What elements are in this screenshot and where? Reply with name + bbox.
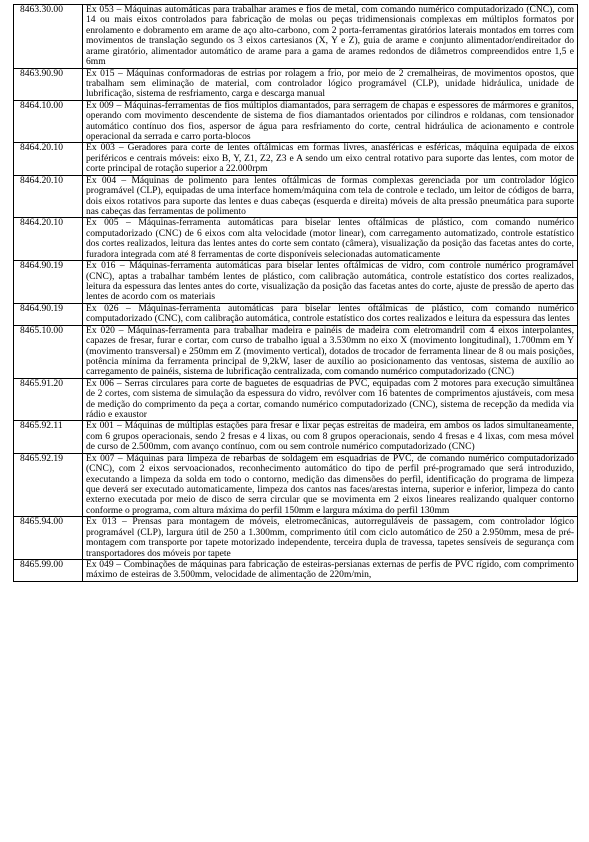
ncm-code: 8463.30.00 xyxy=(14,5,83,69)
ncm-code: 8465.10.00 xyxy=(14,325,83,378)
table-row xyxy=(14,325,578,378)
ex-description: Ex 020 – Máquinas-ferramenta para trabalhar madeira e painéis de madeira com eletromandril com 4 eixos interpolantes, capazes de fresar, furar e cortar, com curso de trabalho igual a 3.530mm no eixo X (movimento longitudinal), 1.700mm em Y (movimento transversal) e 250mm em Z (movimento vertical), dotados de trocador de ferramenta linear de 8 ou mais posições, potência mínima da ferramenta principal de 9,2kW, laser de auxílio ao posicionamento das ventosas, sistema de auxílio ao carregamento de painéis, sistema de lubrificação centralizada, com comando numérico computadorizado (CNC) xyxy=(83,325,578,378)
ex-description: Ex 015 – Máquinas conformadoras de estrias por rolagem a frio, por meio de 2 cremalheiras, de movimentos opostos, que trabalham sem eliminação de material, com controlador lógico programável (CLP), unidade hidráulica, unidade de lubrificação, sistema de resfriamento, carga e descarga manual xyxy=(83,68,578,100)
table-row xyxy=(14,143,578,175)
ex-description: Ex 004 – Máquinas de polimento para lentes oftálmicas de formas complexas gerenciada por um controlador lógico programável (CLP), equipadas de uma interface homem/máquina com tela de controle e teclado, um leitor de códigos de barra, dois eixos rotativos para suporte das lentes e duas cabeças (esquerda e direita) móveis de alta pressão pneumática para suporte nas cabeças das ferramentas de polimento xyxy=(83,175,578,218)
ncm-code: 8464.20.10 xyxy=(14,143,83,175)
ex-description: Ex 026 – Máquinas-ferramenta automáticas para biselar lentes oftálmicas de plástico, com comando numérico computadorizado (CNC), com calibração automática, controle estatístico dos cortes realizados e leitura da espessura das lentes xyxy=(83,303,578,325)
tariff-table-body xyxy=(14,5,578,582)
table-row xyxy=(14,68,578,100)
ncm-code: 8465.94.00 xyxy=(14,517,83,560)
table-row xyxy=(14,303,578,325)
table-row xyxy=(14,5,578,69)
table-row xyxy=(14,453,578,517)
tariff-table-page xyxy=(13,4,578,582)
ncm-code: 8464.90.19 xyxy=(14,303,83,325)
ex-description: Ex 007 – Máquinas para limpeza de rebarbas de soldagem em esquadrias de PVC, de comando numérico computadorizado (CNC), com 2 eixos servoacionados, reconhecimento automático do tipo de perfil pré-programado que será introduzido, executando a limpeza da solda em todo o contorno, medição das dimensões do perfil, identificação do programa de limpeza que deverá ser executado automaticamente, limpeza dos cantos nas faces/arestas interna, superior e inferior, limpeza do canto externo executada por meio de disco de serra circular que se movimenta em 2 eixos lineares realizando qualquer contorno conforme o programa, com altura máxima do perfil 150mm e largura máxima do perfil 130mm xyxy=(83,453,578,517)
ex-description: Ex 001 – Máquinas de múltiplas estações para fresar e lixar peças estreitas de madeira, em ambos os lados simultaneamente, com 6 grupos operacionais, sendo 2 fresas e 4 lixas, ou com 8 grupos operacionais, sendo 4 fresas e 4 lixas, com mesa móvel de curso de 2.500mm, com avanço contínuo, com ou sem controle numérico computadorizado (CNC) xyxy=(83,421,578,453)
ex-description: Ex 013 – Prensas para montagem de móveis, eletromecânicas, autorreguláveis de passagem, com controlador lógico programável (CLP), largura útil de 250 a 1.300mm, comprimento útil com ciclo automático de 250 a 2.950mm, mesa de pré-montagem com transporte por tapete motorizado independente, terceira dupla de travessa, tapetes sensíveis de segurança com transportadores dos móveis por tapete xyxy=(83,517,578,560)
ex-description: Ex 016 – Máquinas-ferramenta automáticas para biselar lentes oftálmicas de vidro, com controle numérico programável (CNC), aptas a trabalhar também lentes de plástico, com calibração automática, controle estatístico dos cortes realizados, leitura da espessura das lentes antes do corte, visualização da posição das facetas antes do corte, ajuste de pressão de aperto das lentes de acordo com os materiais xyxy=(83,261,578,304)
ncm-code: 8464.20.10 xyxy=(14,218,83,261)
ncm-code: 8465.92.19 xyxy=(14,453,83,517)
table-row xyxy=(14,175,578,218)
ncm-code: 8464.10.00 xyxy=(14,100,83,143)
ex-description: Ex 005 – Máquinas-ferramenta automáticas para biselar lentes oftálmicas de plástico, com comando numérico computadorizado (CNC) de 6 eixos com alta velocidade (motor linear), com carregamento automatizado, controle estatístico dos cortes realizados, leitura das lentes antes do corte sem contato (câmera), visualização da posição das facetas antes do corte, furadora integrada com até 8 ferramentas de corte disponíveis selecionadas automaticamente xyxy=(83,218,578,261)
table-row xyxy=(14,559,578,581)
ncm-code: 8465.92.11 xyxy=(14,421,83,453)
tariff-table xyxy=(13,4,578,582)
table-row xyxy=(14,421,578,453)
ncm-code: 8464.20.10 xyxy=(14,175,83,218)
ncm-code: 8465.91.20 xyxy=(14,378,83,421)
ex-description: Ex 053 – Máquinas automáticas para trabalhar arames e fios de metal, com comando numérico computadorizado (CNC), com 14 ou mais eixos controlados para fabricação de molas ou peças tridimensionais complexas em múltiplos formatos por enrolamento e dobramento em arame de aço alto-carbono, com 2 porta-ferramentas giratórios laterais montados em torres com movimentos de translação segundo os 3 eixos cartesianos (X, Y e Z), guia de arame e conjunto alimentador/endireitador do arame giratório, alimentador automático de arame para a gama de arames redondos de diâmetros compreendidos entre 1,5 e 6mm xyxy=(83,5,578,69)
ncm-code: 8465.99.00 xyxy=(14,559,83,581)
ex-description: Ex 003 – Geradores para corte de lentes oftálmicas em formas livres, anasféricas e esféricas, máquina equipada de eixos periféricos e centrais móveis: eixo B, Y, Z1, Z2, Z3 e A sendo um eixo central rotativo para suporte das lentes, com motor de corte principal de rotação superior a 22.000rpm xyxy=(83,143,578,175)
table-row xyxy=(14,100,578,143)
table-row xyxy=(14,218,578,261)
ncm-code: 8463.90.90 xyxy=(14,68,83,100)
ex-description: Ex 009 – Máquinas-ferramentas de fios múltiplos diamantados, para serragem de chapas e espessores de mármores e granitos, operando com movimento descendente de sistema de fios diamantados orientados por cilindros e roldanas, com tensionador automático contínuo dos fios, aspersor de água para resfriamento do corte, central hidráulica de acionamento e controle operacional da serrada e carro porta-blocos xyxy=(83,100,578,143)
table-row xyxy=(14,517,578,560)
table-row xyxy=(14,261,578,304)
table-row xyxy=(14,378,578,421)
ncm-code: 8464.90.19 xyxy=(14,261,83,304)
ex-description: Ex 006 – Serras circulares para corte de baguetes de esquadrias de PVC, equipadas com 2 motores para execução simultânea de 2 cortes, com sistema de simulação da espessura do vidro, revólver com 16 batentes de comprimentos ajustáveis, com mesa de medição do comprimento da peça a cortar, comando numérico computadorizado (CNC), sistema de recepção da medida via rádio e exaustor xyxy=(83,378,578,421)
ex-description: Ex 049 – Combinações de máquinas para fabricação de esteiras-persianas externas de perfis de PVC rígido, com comprimento máximo de esteiras de 3.500mm, velocidade de alimentação de 220m/min, xyxy=(83,559,578,581)
